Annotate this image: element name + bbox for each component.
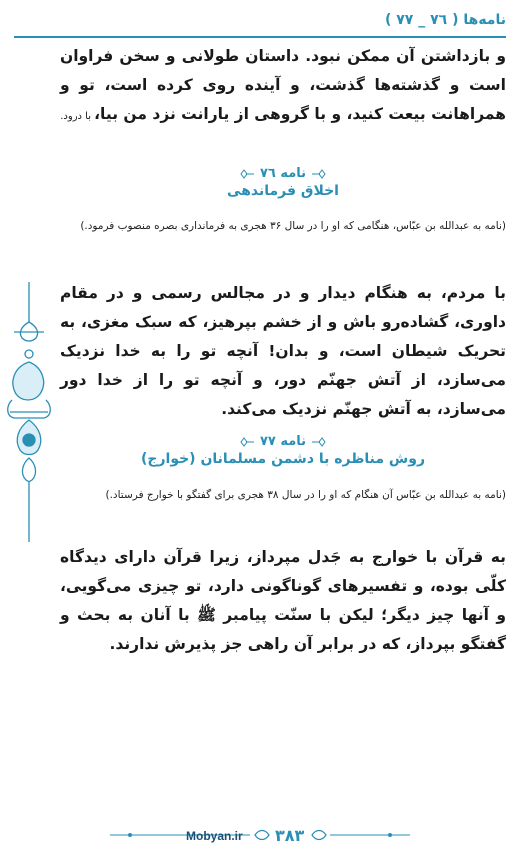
page-footer [0,815,520,855]
footer-ornament-icon [310,827,328,843]
letter-number: نامه ٧٦ [259,166,307,181]
letter-76-note: (نامه به عبدالله بن عبّاس، هنگامی که او را در سال ۳۶ هجری به فرمانداری بصره منصوب فرمود.) [80,220,506,232]
ornament-icon [234,169,254,179]
page-header [14,6,506,34]
letter-subtitle: اخلاق فرماندهی [227,183,339,199]
letter-77-heading [60,434,506,467]
letter-76-body: با مردم، به هنگام دیدار و در مجالس رسمی و در مقام داوری، گشاده‌رو باش و از خشم بپرهیز، که سبک مغزی، به تحریک شیطان است، و بدان! آنچه تو را به خدا نزدیک می‌سازد، از آتش جهنّم دور، و آنچه تو را از خدا دور می‌سازد، به آتش جهنّم نزدیک می‌کند. [60,284,506,418]
ornament-icon [312,169,332,179]
footer-brand: Mobyan.ir [186,829,243,843]
letter-76-heading [60,166,506,199]
footer-ornament-icon [253,827,271,843]
ornament-icon [234,437,254,447]
letter-number: نامه ٧٧ [259,434,307,449]
letter-subtitle: روش مناظره با دشمن مسلمانان (خوارج) [140,451,426,467]
header-title: نامه‌ها ( ٧٦ _ ٧٧ ) [384,12,506,28]
letter-77-body: به قرآن با خوارج به جَدل مپرداز، زیرا قرآن دارای دیدگاه کلّی بوده، و تفسیرهای گوناگونی دارد، تو چیزی می‌گویی، و آنها چیز دیگر؛ لیکن با سنّت پیامبر ﷺ با آنان به بحث و گفتگو بپرداز، که در برابر آن راهی جز پذیرش ندارند. [60,548,506,653]
paragraph-continuation [60,42,506,131]
letter-77-note: (نامه به عبدالله بن عبّاس آن هنگام که او را در سال ۳۸ هجری برای گفتگو با خوارج فرستاد.) [105,489,506,501]
paragraph-suffix: با درود. [60,111,95,122]
footer-ornament-right-icon [330,829,410,841]
paragraph-text: و بازداشتن آن ممکن نبود. داستان طولانی و سخن فراوان است و گذشته‌ها گذشت، و آینده روی کرده است، تو و همراهانت بیعت کنید، و با گروهی از یارانت نزد من بیا، [60,47,506,123]
page-number: ۳۸۳ [275,826,305,845]
ornament-icon [312,437,332,447]
decorative-ornament-icon [4,282,54,542]
header-rule [14,36,506,38]
